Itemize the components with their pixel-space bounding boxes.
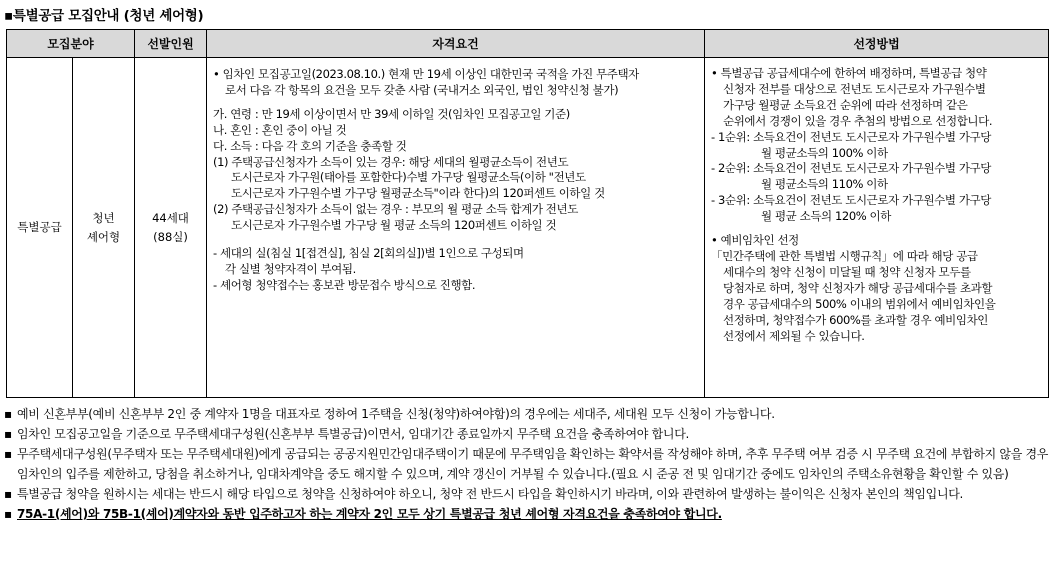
header-recruit-field: 모집분야 — [7, 30, 135, 58]
count-rooms: (88실) — [153, 229, 188, 244]
requirement-line: 다. 소득 : 다음 각 호의 기준을 충족할 것 — [213, 138, 407, 153]
header-requirements: 자격요건 — [207, 30, 705, 58]
selection-line: 당첨자로 하며, 청약 신청자가 해당 공급세대수를 초과할 — [723, 280, 993, 295]
selection-line: 「민간주택에 관한 특별법 시행규칙」에 따라 해당 공급 — [711, 248, 978, 263]
bullet-icon: ▪ — [4, 427, 12, 441]
selection-line: 신청자 전부를 대상으로 전년도 도시근로자 가구원수별 — [723, 81, 986, 96]
table-row — [7, 58, 1049, 398]
bullet-icon: ▪ — [4, 487, 12, 501]
count-cell — [135, 58, 207, 398]
requirement-line: 각 실별 청약자격이 부여됨. — [225, 261, 356, 276]
selection-line: 선정에서 제외될 수 있습니다. — [723, 328, 865, 343]
selection-line: 월 평균 소득의 120% 이하 — [761, 209, 891, 224]
selection-line: 경우 공급세대수의 500% 이내의 범위에서 예비임차인을 — [723, 296, 996, 311]
requirement-line: • 임차인 모집공고일(2023.08.10.) 현재 만 19세 이상인 대한민국 국적을 가진 무주택자 — [213, 67, 639, 81]
note-item — [4, 444, 1050, 484]
requirement-line: - 세대의 실(침실 1[접견실], 침실 2[회의실])별 1인으로 구성되며 — [213, 246, 524, 261]
bullet-icon: ▪ — [4, 507, 12, 521]
page-title: ▪특별공급 모집안내 (청년 셰어형) — [4, 8, 204, 24]
note-text: 임차인 모집공고일을 기준으로 무주택세대구성원(신혼부부 특별공급)이면서, 임대기간 종료일까지 무주택 요건을 충족하여야 합니다. — [17, 427, 690, 441]
selection-line: - 2순위: 소득요건이 전년도 도시근로자 가구원수별 가구당 — [711, 161, 991, 176]
requirement-line: 도시근로자 가구원(태아를 포함한다)수별 가구당 월평균소득(이하 "전년도 — [231, 170, 586, 185]
note-item — [4, 484, 1050, 504]
special-supply-table — [6, 29, 1049, 398]
selection-line: 선정하며, 청약접수가 600%를 초과할 경우 예비임차인 — [723, 312, 988, 327]
note-text: 무주택세대구성원(무주택자 또는 무주택세대원)에게 공급되는 공공지원민간임대주택이기 때문에 무주택임을 확인하는 확약서를 작성해야 하며, 추후 무주택 여부 검증 시 무주택 요건에 부합하지 않을 경우 임차인의 입주를 제한하고, 당첨을 취소하거나, 임대차계약을 중도 해지할 수 있으며, 계약 갱신이 거부될 수 있습니다.(필요 시 준공 전 및 임대기간 중에도 임차인의 주택소유현황을 확인할 수 있음) — [17, 447, 1049, 481]
note-text: 예비 신혼부부(예비 신혼부부 2인 중 계약자 1명을 대표자로 정하여 1주택을 신청(청약)하여야함)의 경우에는 세대주, 세대원 모두 신청이 가능합니다. — [17, 407, 775, 421]
note-text: 75A-1(셰어)와 75B-1(셰어)계약자와 동반 입주하고자 하는 계약자 2인 모두 상기 특별공급 청년 셰어형 자격요건을 충족하여야 합니다. — [17, 507, 722, 521]
type-line-2: 셰어형 — [86, 229, 121, 244]
selection-line: 세대수의 청약 신청이 미달될 때 청약 신청자 모두를 — [723, 264, 971, 279]
selection-line: • 예비임차인 선정 — [711, 233, 799, 248]
requirement-line: (2) 주택공급신청자가 소득이 없는 경우 : 부모의 월 평균 소득 합계가 전년도 — [213, 202, 578, 217]
selection-line: 가구당 월평균 소득요건 순위에 따라 선정하며 같은 — [723, 97, 968, 112]
header-selection-method: 선정방법 — [705, 30, 1049, 58]
selection-line: - 1순위: 소득요건이 전년도 도시근로자 가구원수별 가구당 — [711, 129, 991, 144]
selection-line: - 3순위: 소득요건이 전년도 도시근로자 가구원수별 가구당 — [711, 193, 991, 208]
note-text: 특별공급 청약을 원하시는 세대는 반드시 해당 타입으로 청약을 신청하여야 하오니, 청약 전 반드시 타입을 확인하시기 바라며, 이와 관련하여 발생하는 불이익은 신청자 본인의 책임입니다. — [17, 487, 964, 501]
category-label: 특별공급 — [17, 220, 62, 234]
table-header-row — [7, 30, 1049, 58]
requirement-line: 도시근로자 가구원수별 가구당 월평균소득"이라 한다)의 120퍼센트 이하일 것 — [231, 186, 605, 201]
bullet-icon: ▪ — [4, 447, 12, 461]
note-item — [4, 404, 1050, 424]
selection-line: 순위에서 경쟁이 있을 경우 추첨의 방법으로 선정합니다. — [723, 113, 993, 128]
header-selection-count: 선발인원 — [135, 30, 207, 58]
count-units: 44세대 — [152, 210, 189, 225]
type-cell — [73, 58, 135, 398]
selection-line: 월 평균소득의 110% 이하 — [761, 177, 888, 192]
requirement-line: 로서 다음 각 항목의 요건을 모두 갖춘 사람 (국내거소 외국인, 법인 청약신청 불가) — [225, 82, 619, 97]
requirement-line: 나. 혼인 : 혼인 중이 아닐 것 — [213, 122, 347, 137]
requirement-line: - 셰어형 청약접수는 홍보관 방문접수 방식으로 진행함. — [213, 277, 476, 292]
type-line-1: 청년 — [92, 210, 115, 225]
requirement-line: 도시근로자 가구원수별 가구당 월 평균 소득의 120퍼센트 이하일 것 — [231, 218, 557, 233]
selection-method-cell — [705, 58, 1049, 398]
requirements-cell — [207, 58, 705, 398]
requirement-line: 가. 연령 : 만 19세 이상이면서 만 39세 이하일 것(임차인 모집공고일 기준) — [213, 106, 570, 121]
selection-line: • 특별공급 공급세대수에 한하여 배정하며, 특별공급 청약 — [711, 66, 987, 80]
notes-list — [4, 404, 1050, 524]
note-item-emphasis — [4, 504, 1050, 524]
note-item — [4, 424, 1050, 444]
category-cell — [7, 58, 73, 398]
requirement-line: (1) 주택공급신청자가 소득이 있는 경우: 해당 세대의 월평균소득이 전년도 — [213, 154, 569, 169]
selection-line: 월 평균소득의 100% 이하 — [761, 145, 888, 160]
bullet-icon: ▪ — [4, 407, 12, 421]
